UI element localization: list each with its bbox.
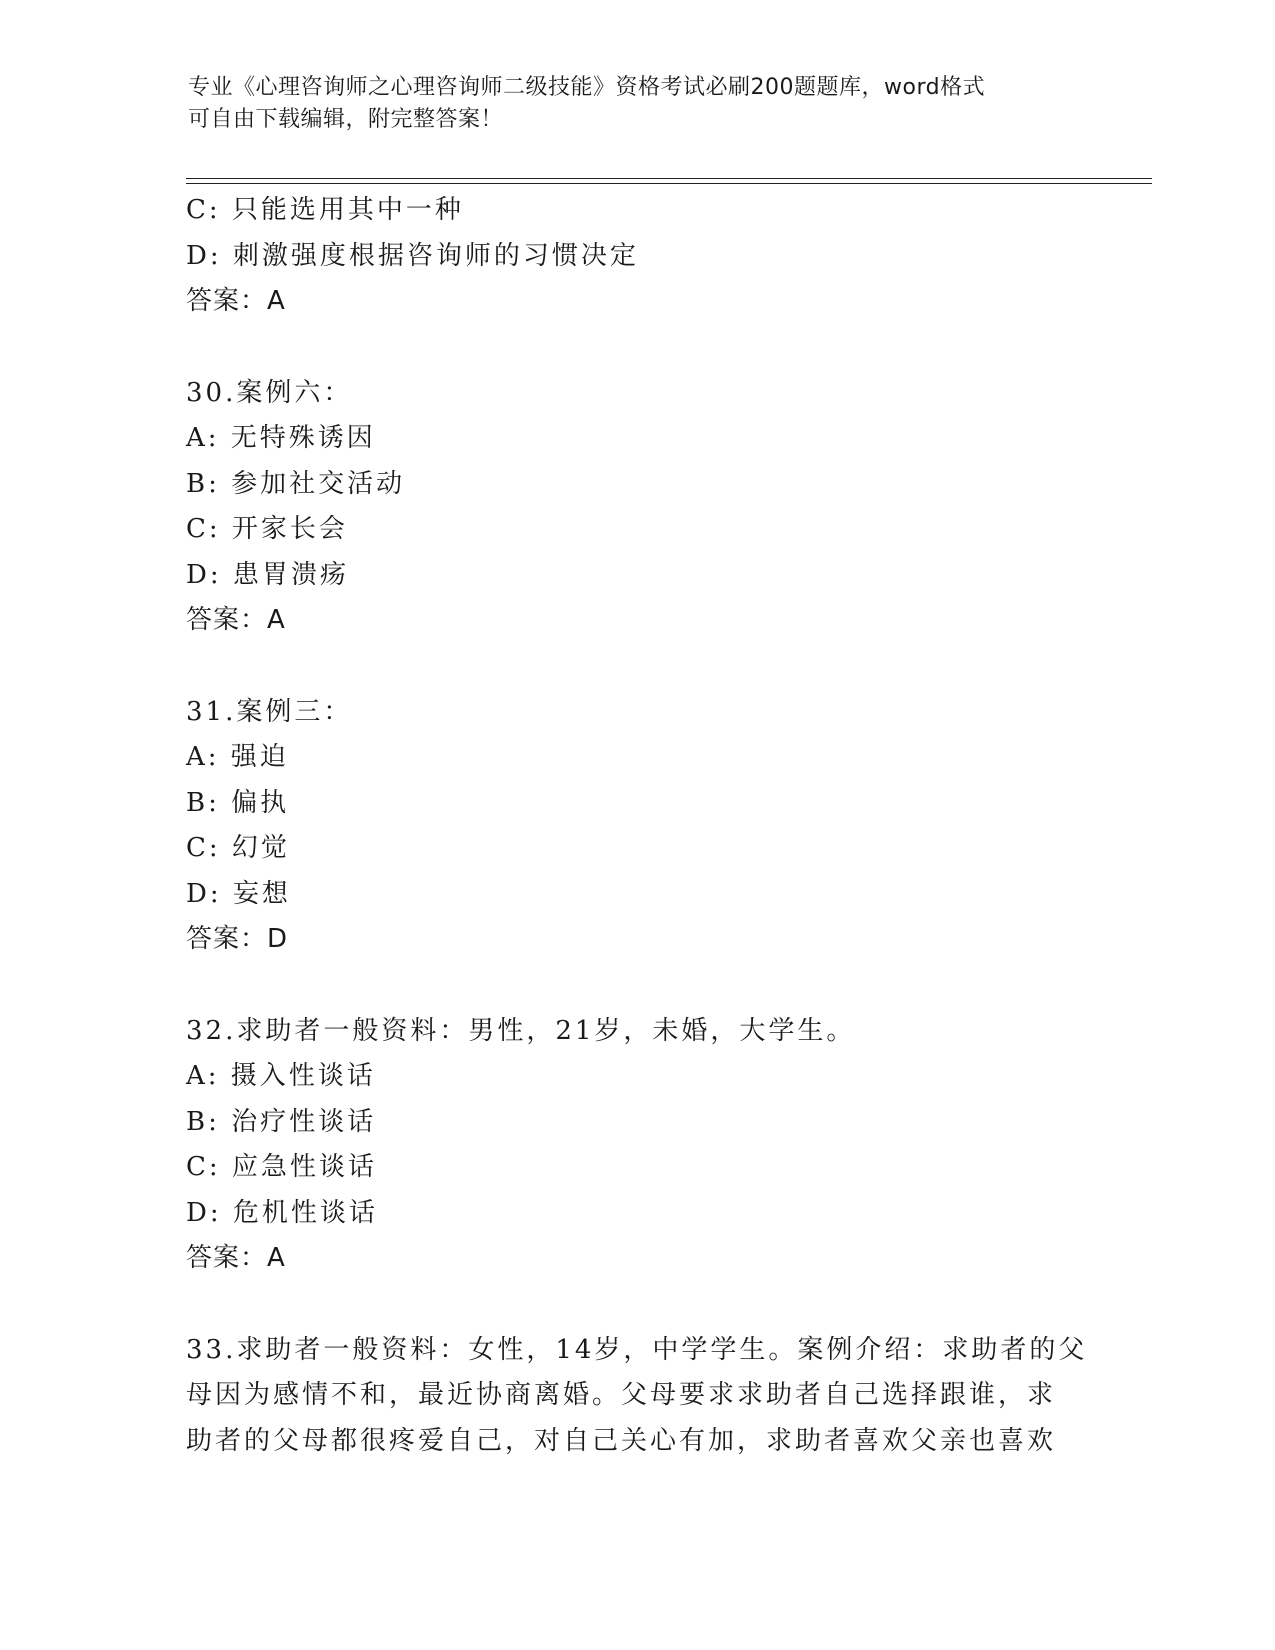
option-c: C: 只能选用其中一种 xyxy=(186,195,464,225)
question-stem-line-3: 助者的父母都很疼爱自己，对自己关心有加，求助者喜欢父亲也喜欢 xyxy=(186,1425,1057,1456)
option-c: C: 开家长会 xyxy=(186,514,348,544)
question-block-30 xyxy=(186,371,1106,644)
option-c: C: 应急性谈话 xyxy=(186,1152,377,1182)
option-d: D: 危机性谈话 xyxy=(186,1197,378,1228)
answer-line: 答案：A xyxy=(186,286,286,316)
document-header xyxy=(188,72,1088,136)
option-b: B: 偏执 xyxy=(186,787,290,818)
option-a: A: 强迫 xyxy=(186,742,289,772)
option-b: B: 参加社交活动 xyxy=(186,468,406,499)
spacer xyxy=(186,1282,1106,1328)
option-a: A: 摄入性谈话 xyxy=(186,1061,376,1091)
question-block-33 xyxy=(186,1328,1106,1465)
question-stem-line-1: 33.求助者一般资料：女性，14岁，中学学生。案例介绍：求助者的父 xyxy=(186,1334,1088,1365)
question-stem: 32.求助者一般资料：男性，21岁，未婚，大学生。 xyxy=(186,1015,856,1046)
question-block-prev xyxy=(186,188,1106,325)
option-b: B: 治疗性谈话 xyxy=(186,1106,377,1137)
answer-line: 答案：A xyxy=(186,605,286,635)
question-list xyxy=(186,188,1106,1464)
header-divider-bottom xyxy=(186,183,1152,184)
question-stem: 31.案例三： xyxy=(186,696,353,727)
header-title-line-1: 专业《心理咨询师之心理咨询师二级技能》资格考试必刷200题题库，word格式 xyxy=(188,75,986,100)
option-d: D: 妄想 xyxy=(186,878,291,909)
question-block-31 xyxy=(186,690,1106,963)
option-d: D: 患胃溃疡 xyxy=(186,559,349,590)
header-divider-top xyxy=(186,178,1152,179)
option-d: D: 刺激强度根据咨询师的习惯决定 xyxy=(186,240,639,271)
spacer xyxy=(186,325,1106,371)
option-a: A: 无特殊诱因 xyxy=(186,423,376,453)
answer-line: 答案：A xyxy=(186,1243,286,1273)
question-stem-line-2: 母因为感情不和，最近协商离婚。父母要求求助者自己选择跟谁，求 xyxy=(186,1380,1057,1410)
question-block-32 xyxy=(186,1009,1106,1282)
question-stem: 30.案例六： xyxy=(186,377,353,408)
spacer xyxy=(186,644,1106,690)
header-title-line-2: 可自由下载编辑，附完整答案！ xyxy=(188,107,504,132)
answer-line: 答案：D xyxy=(186,924,289,954)
spacer xyxy=(186,963,1106,1009)
option-c: C: 幻觉 xyxy=(186,833,290,863)
